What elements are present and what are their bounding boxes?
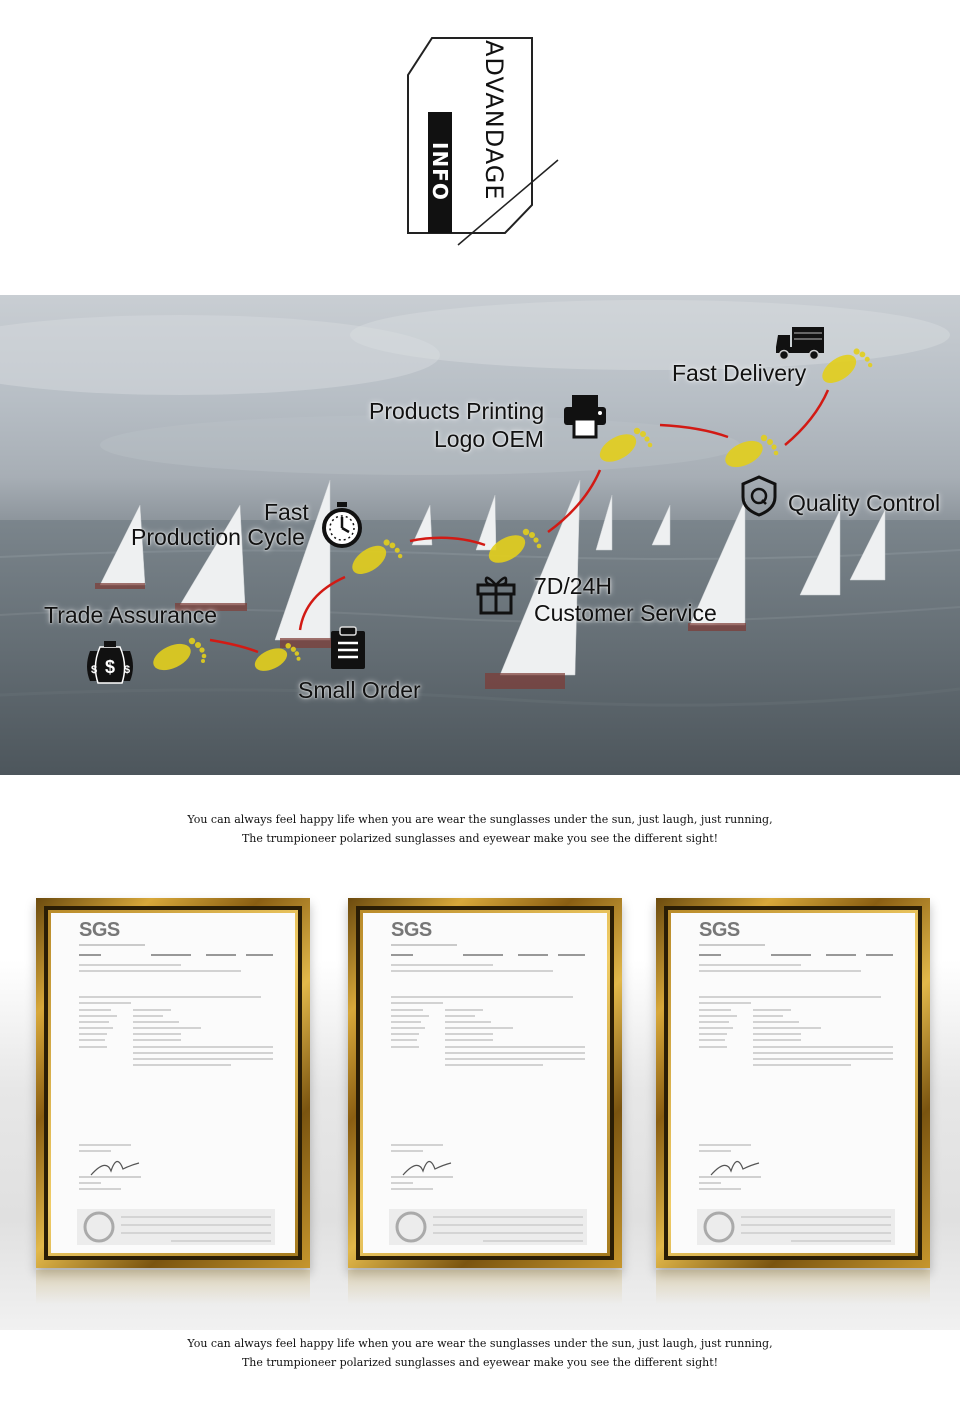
certificate-document — [671, 913, 915, 1253]
footprint-icon — [150, 633, 208, 675]
certificate-frame — [656, 898, 930, 1268]
slogan-bottom — [0, 1334, 960, 1372]
footprint-icon — [722, 430, 780, 472]
slogan-line-1: You can always feel happy life when you are wear the sunglasses under the sun, just laugh, just running, — [187, 1337, 773, 1350]
report-text-lines — [363, 913, 607, 1253]
customer-service-label: Customer Service — [534, 600, 717, 626]
printer-icon — [562, 393, 608, 439]
small-order-label: Small Order — [298, 677, 421, 703]
certificate-frame — [348, 898, 622, 1268]
clipboard-icon — [328, 625, 368, 671]
sgs-logo: SGS — [699, 919, 740, 941]
stopwatch-icon — [320, 501, 364, 549]
slogan-line-2: The trumpioneer polarized sunglasses and eyewear make you see the different sight! — [241, 832, 719, 845]
trade-assurance-label: Trade Assurance — [44, 602, 218, 628]
slogan-line-1: You can always feel happy life when you are wear the sunglasses under the sun, just laugh, just running, — [187, 813, 773, 826]
report-text-lines — [51, 913, 295, 1253]
shield-q-icon — [740, 475, 778, 517]
slogan-line-2: The trumpioneer polarized sunglasses and eyewear make you see the different sight! — [241, 1356, 719, 1369]
production-cycle-label: Production Cycle — [131, 524, 305, 550]
footprint-icon — [485, 523, 543, 569]
certificate-frame — [36, 898, 310, 1268]
truck-icon — [774, 325, 826, 361]
logo-oem-label: Logo OEM — [434, 426, 544, 452]
footprint-icon — [818, 343, 874, 389]
certificate-document — [51, 913, 295, 1253]
footprint-icon — [252, 637, 302, 677]
svg-text:$: $ — [104, 657, 116, 677]
sgs-logo: SGS — [79, 919, 120, 941]
products-printing-label: Products Printing — [369, 398, 545, 424]
svg-text:$: $ — [124, 664, 131, 676]
logo-tag: INFO — [428, 142, 452, 201]
slogan-top — [0, 810, 960, 848]
money-bags-icon — [80, 637, 140, 685]
report-text-lines — [671, 913, 915, 1253]
quality-control-label: Quality Control — [788, 490, 941, 516]
frame-reflection — [348, 1270, 622, 1304]
sgs-logo: SGS — [391, 919, 432, 941]
logo-word: ADVANDAGE — [480, 40, 508, 201]
frame-reflection — [36, 1270, 310, 1304]
svg-text:$: $ — [91, 664, 98, 676]
gift-icon — [475, 573, 517, 615]
frame-reflection — [656, 1270, 930, 1304]
fast-delivery-label: Fast Delivery — [672, 360, 807, 386]
advantages-banner — [0, 295, 960, 775]
customer-hours-label: 7D/24H — [534, 573, 612, 599]
certificate-document — [363, 913, 607, 1253]
fast-label: Fast — [264, 499, 309, 525]
